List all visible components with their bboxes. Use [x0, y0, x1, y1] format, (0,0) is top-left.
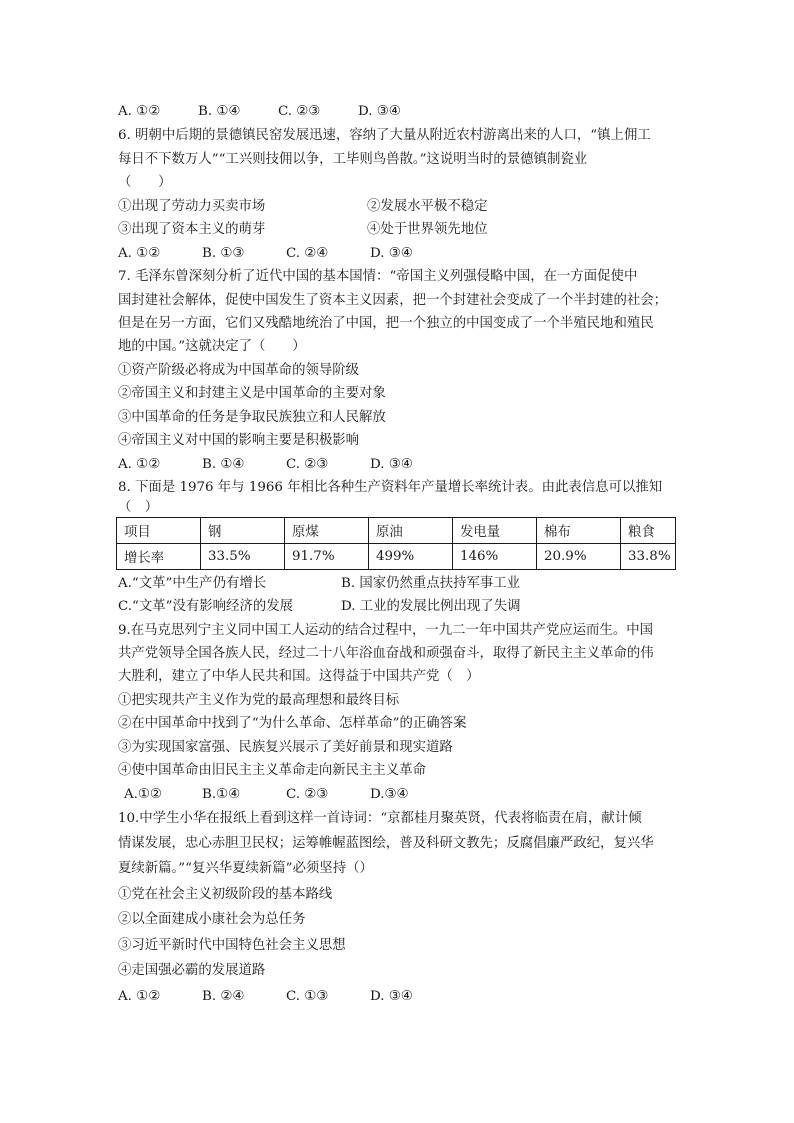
table-cell: 粮食 — [621, 518, 676, 544]
q6-stem-line-3: （ ） — [118, 175, 172, 190]
q5-options — [118, 103, 401, 121]
q10-option-b: B. ②④ — [202, 989, 245, 1004]
table-cell: 33.5% — [201, 544, 285, 570]
q10-item-2: ②以全面建成小康社会为总任务 — [118, 912, 306, 927]
q7-item-4: ④帝国主义对中国的影响主要是积极影响 — [118, 433, 360, 448]
q7-item-1: ①资产阶级必将成为中国革命的领导阶级 — [118, 363, 360, 378]
table-header-row — [117, 518, 676, 544]
q6-option-d: D. ③④ — [370, 246, 413, 261]
q9-option-b: B.①④ — [202, 787, 241, 802]
q10-item-3: ③习近平新时代中国特色社会主义思想 — [118, 938, 346, 953]
q7-item-3: ③中国革命的任务是争取民族独立和人民解放 — [118, 410, 386, 425]
q6-option-c: C. ②④ — [286, 246, 329, 261]
table-cell: 33.8% — [621, 544, 676, 570]
q9-option-c: C. ②③ — [286, 787, 329, 802]
q8-stem-line-2: （ ） — [118, 500, 159, 515]
q9-item-1: ①把实现共产主义作为党的最高理想和最终目标 — [118, 693, 400, 708]
q10-option-c: C. ①③ — [286, 989, 329, 1004]
q7-item-2: ②帝国主义和封建主义是中国革命的主要对象 — [118, 386, 386, 401]
q8-option-b: B. 国家仍然重点扶持军事工业 — [341, 576, 521, 591]
q8-option-c: C.“文革”没有影响经济的发展 — [118, 599, 294, 614]
growth-rate-table — [116, 517, 676, 570]
q5-option-d: D. ③④ — [358, 104, 401, 119]
q9-item-2: ②在中国革命中找到了“为什么革命、怎样革命”的正确答案 — [118, 716, 467, 731]
q6-item-2: ②发展水平极不稳定 — [367, 199, 488, 214]
q8-stem-line-1: 8. 下面是 1976 年与 1966 年相比各种生产资料年产量增长率统计表。由此表信息可以推知 — [118, 480, 663, 495]
q7-option-a: A. ①② — [118, 457, 161, 472]
q6-option-b: B. ①③ — [202, 246, 245, 261]
q6-item-4: ④处于世界领先地位 — [367, 222, 488, 237]
q6-item-3: ③出现了资本主义的萌芽 — [118, 222, 266, 237]
table-cell: 20.9% — [537, 544, 621, 570]
q9-options — [124, 786, 409, 804]
q6-stem-line-1: 6. 明朝中后期的景德镇民窑发展迅速，容纳了大量从附近农村游离出来的人口，“镇上佣工 — [118, 128, 651, 143]
q6-stem-line-2: 每日不下数万人”“工兴则技佣以争，工毕则鸟兽散。”这说明当时的景德镇制瓷业 — [118, 152, 588, 167]
q9-stem-line-2: 共产党领导全国各族人民，经过二十八年浴血奋战和顽强奋斗，取得了新民主主义革命的伟 — [118, 646, 654, 661]
q5-option-b: B. ①④ — [198, 104, 241, 119]
q6-option-a: A. ①② — [118, 246, 161, 261]
q7-stem-line-4: 地的中国。”这就决定了（ ） — [118, 339, 306, 354]
q10-option-a: A. ①② — [118, 989, 161, 1004]
q7-option-d: D. ③④ — [370, 457, 413, 472]
q9-stem-line-3: 大胜利，建立了中华人民共和国。这得益于中国共产党（ ） — [118, 669, 480, 684]
q10-options — [118, 988, 413, 1006]
q7-stem-line-2: 国封建社会解体，促使中国发生了资本主义因素，把一个封建社会变成了一个半封建的社会； — [118, 293, 668, 308]
q5-option-a: A. ①② — [118, 104, 161, 119]
q10-stem-line-3: 夏续新篇。”“复兴华夏续新篇”必须坚持（） — [118, 861, 373, 876]
table-cell: 发电量 — [453, 518, 537, 544]
table-cell: 项目 — [117, 518, 201, 544]
q9-option-a: A.①② — [124, 787, 162, 802]
table-cell: 91.7% — [285, 544, 369, 570]
q5-option-c: C. ②③ — [278, 104, 321, 119]
q8-option-a: A.“文革”中生产仍有增长 — [118, 576, 267, 591]
table-cell: 146% — [453, 544, 537, 570]
q9-option-d: D.③④ — [370, 787, 409, 802]
table-cell: 499% — [369, 544, 453, 570]
table-row — [117, 544, 676, 570]
table-cell: 原油 — [369, 518, 453, 544]
q7-options — [118, 456, 413, 474]
q10-item-4: ④走国强必霸的发展道路 — [118, 963, 266, 978]
q8-option-d: D. 工业的发展比例出现了失调 — [341, 599, 521, 614]
q9-item-4: ④使中国革命由旧民主主义革命走向新民主主义革命 — [118, 763, 426, 778]
q10-item-1: ①党在社会主义初级阶段的基本路线 — [118, 887, 333, 902]
table-cell: 原煤 — [285, 518, 369, 544]
q7-stem-line-1: 7. 毛泽东曾深刻分析了近代中国的基本国情：“帝国主义列强侵略中国，在一方面促使中 — [118, 269, 638, 284]
q10-stem-line-1: 10.中学生小华在报纸上看到这样一首诗词：“京都桂月聚英贤，代表将临责在肩，献计倾 — [118, 811, 642, 826]
q6-item-1: ①出现了劳动力买卖市场 — [118, 199, 266, 214]
q6-options — [118, 245, 413, 263]
q7-option-c: C. ②③ — [286, 457, 329, 472]
table-cell: 棉布 — [537, 518, 621, 544]
q9-stem-line-1: 9.在马克思列宁主义同中国工人运动的结合过程中，一九二一年中国共产党应运而生。中国 — [118, 623, 654, 638]
q7-option-b: B. ①④ — [202, 457, 245, 472]
q10-stem-line-2: 情谋发展，忠心赤胆卫民权；运筹帷幄蓝图绘，普及科研文教先；反腐倡廉严政纪，复兴华 — [118, 836, 654, 851]
q10-option-d: D. ③④ — [370, 989, 413, 1004]
table-cell: 增长率 — [117, 544, 201, 570]
table-cell: 钢 — [201, 518, 285, 544]
q7-stem-line-3: 但是在另一方面，它们又残酷地统治了中国，把一个独立的中国变成了一个半殖民地和殖民 — [118, 316, 654, 331]
q9-item-3: ③为实现国家富强、民族复兴展示了美好前景和现实道路 — [118, 740, 453, 755]
